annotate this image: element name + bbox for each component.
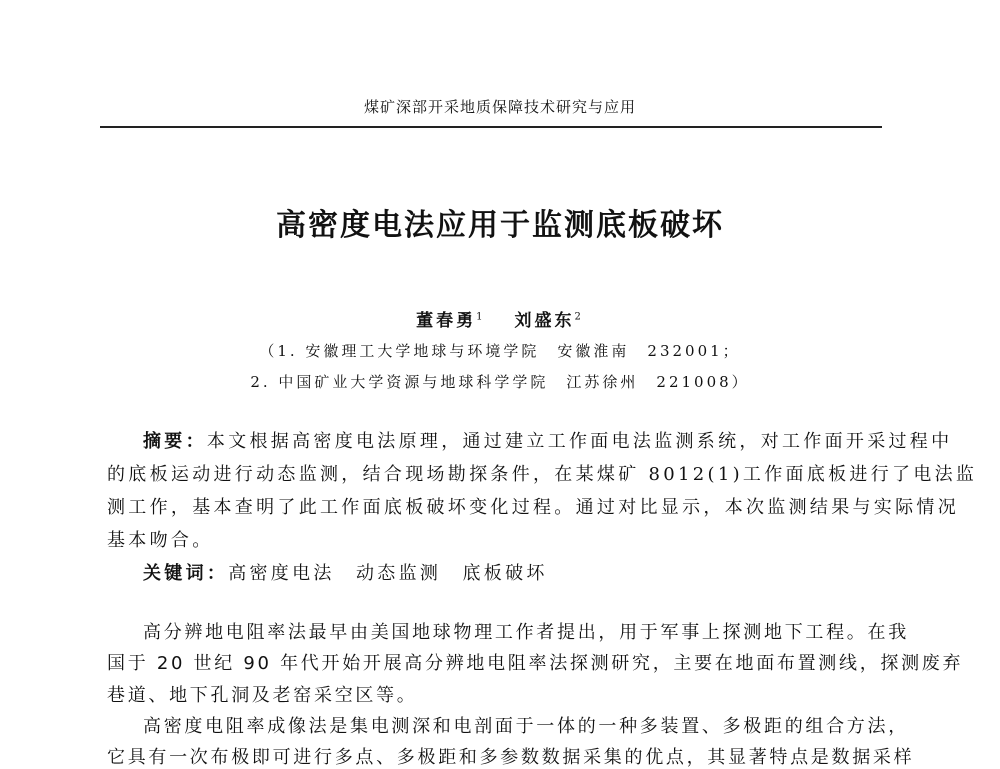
body-line: 高分辨地电阻率法最早由美国地球物理工作者提出，用于军事上探测地下工程。在我 — [143, 622, 909, 643]
paper-title: 高密度电法应用于监测底板破坏 — [276, 208, 724, 243]
abstract-line: 测工作，基本查明了此工作面底板破坏变化过程。通过对比显示，本次监测结果与实际情况 — [107, 497, 959, 518]
abstract-label: 摘要： — [143, 431, 207, 452]
author-name: 董春勇 — [416, 311, 477, 331]
body-line: 巷道、地下孔洞及老窑采空区等。 — [107, 685, 418, 706]
affiliation: 2. 中国矿业大学资源与地球科学学院 江苏徐州 221008） — [250, 373, 750, 391]
author-sup: 2 — [574, 311, 584, 323]
author-sup: 1 — [476, 311, 486, 323]
running-header: 煤矿深部开采地质保障技术研究与应用 — [363, 98, 636, 116]
abstract-line: 摘要：本文根据高密度电法原理，通过建立工作面电法监测系统，对工作面开采过程中 — [143, 431, 953, 452]
body-line: 国于 20 世纪 90 年代开始开展高分辨地电阻率法探测研究，主要在地面布置测线，探测废弃 — [107, 653, 964, 674]
body-line: 它具有一次布极即可进行多点、多极距和多参数数据采集的优点，其显著特点是数据采样 — [107, 747, 915, 768]
keywords-label: 关键词： — [143, 563, 229, 584]
body-line: 高密度电阻率成像法是集电测深和电剖面于一体的一种多装置、多极距的组合方法， — [143, 716, 909, 737]
author-name: 刘盛东 — [514, 311, 575, 331]
affiliation: （1. 安徽理工大学地球与环境学院 安徽淮南 232001； — [259, 342, 741, 360]
header-rule — [100, 126, 882, 128]
abstract-line: 的底板运动进行动态监测，结合现场勘探条件，在某煤矿 8012(1)工作面底板进行了电法监 — [107, 464, 978, 485]
authors — [0, 306, 1000, 331]
abstract-line: 基本吻合。 — [107, 530, 214, 551]
keywords: 关键词：高密度电法 动态监测 底板破坏 — [143, 563, 548, 584]
